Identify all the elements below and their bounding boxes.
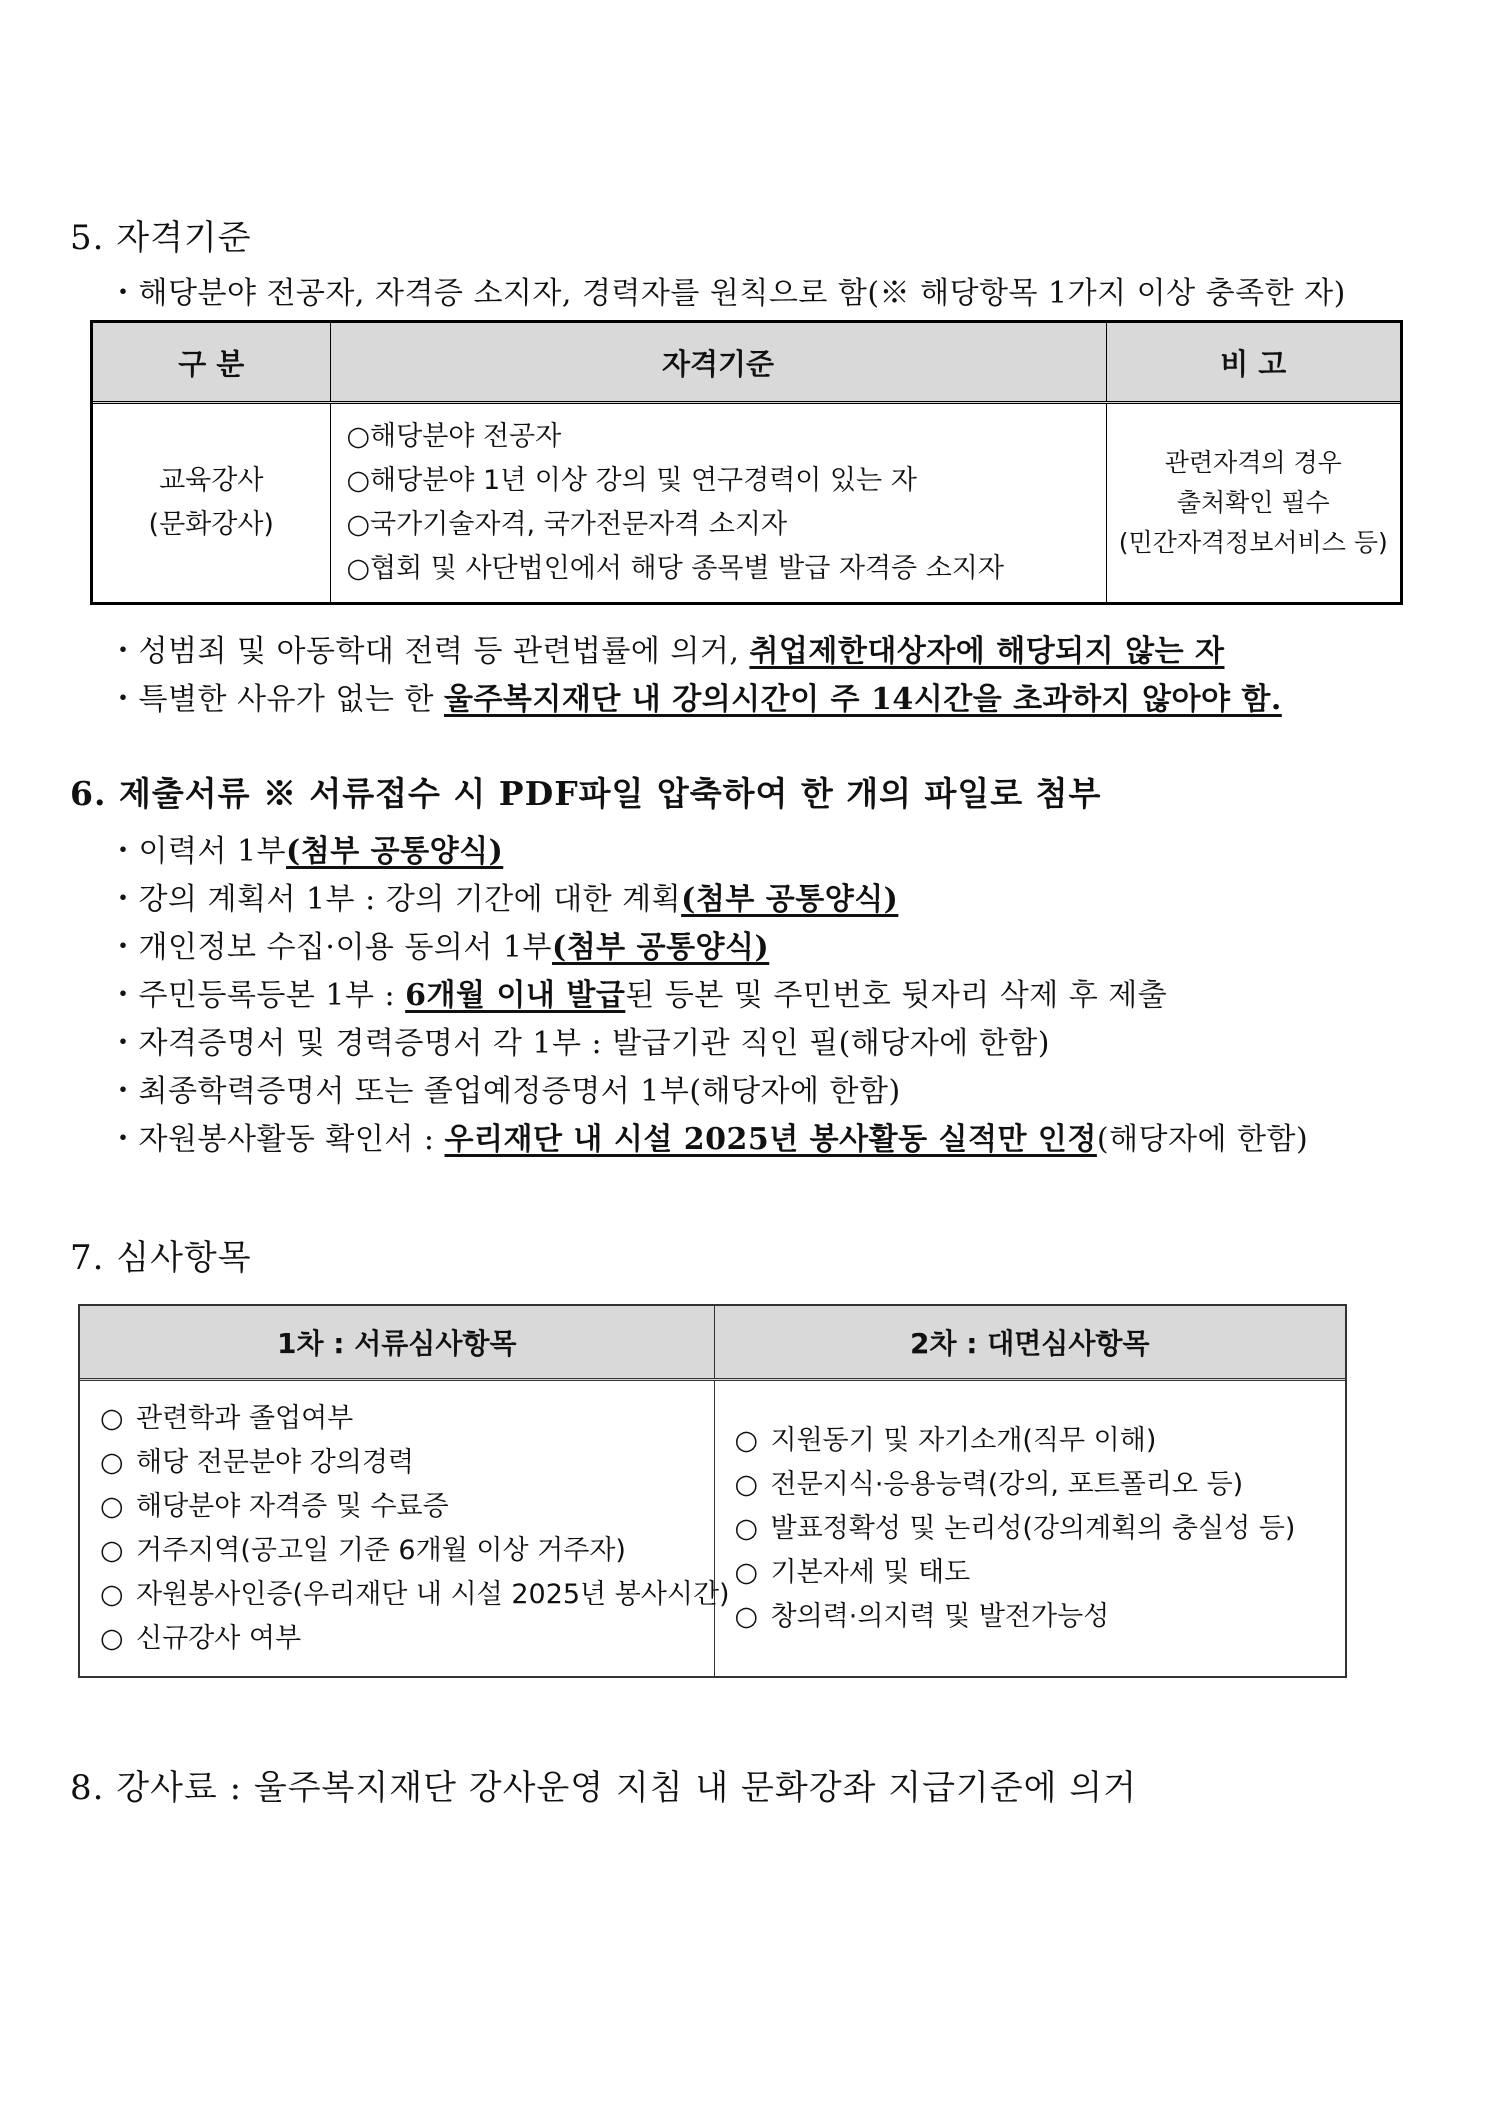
- document-item: [108, 826, 503, 870]
- document-item-suffix: (해당자에 한함): [1096, 1122, 1309, 1157]
- evaluation-item: [100, 1573, 730, 1617]
- document-item-emphasis: 6개월 이내 발급: [405, 978, 626, 1013]
- qualification-note-cell: [1106, 403, 1400, 603]
- evaluation-item: [100, 1529, 713, 1573]
- category-line: 교육강사: [159, 465, 264, 496]
- circle-marker: ○: [734, 1600, 759, 1632]
- qualification-table: [90, 320, 1403, 605]
- criteria-item: ○협회 및 사단법인에서 해당 종목별 발급 자격증 소지자: [346, 553, 1004, 584]
- criteria-item: ○해당분야 1년 이상 강의 및 연구경력이 있는 자: [346, 465, 917, 496]
- document-item: [108, 922, 769, 966]
- document-item-emphasis: (첨부 공통양식): [286, 834, 504, 869]
- bullet-text: ・성범죄 및 아동학대 전력 등 관련법률에 의거,: [108, 634, 750, 669]
- evaluation-table: [78, 1304, 1347, 1678]
- document-item-emphasis: (첨부 공통양식): [552, 930, 770, 965]
- evaluation-item: [735, 1463, 1345, 1507]
- qualification-header-note: 비 고: [1106, 323, 1400, 403]
- bullet-emphasis: 취업제한대상자에 해당되지 않는 자: [749, 634, 1225, 669]
- circle-marker: ○: [100, 1578, 124, 1610]
- qualification-criteria-cell: [330, 403, 1106, 603]
- document-item: [108, 1018, 1050, 1062]
- section-5-bullet-criminal: [108, 626, 1224, 670]
- evaluation-item-text: 거주지역(공고일 기준 6개월 이상 거주자): [136, 1534, 626, 1566]
- document-item-text: ・강의 계획서 1부 : 강의 기간에 대한 계획: [108, 882, 682, 917]
- evaluation-item-text: 기본자세 및 태도: [770, 1556, 971, 1588]
- circle-marker: ○: [734, 1424, 759, 1456]
- criteria-item: ○해당분야 전공자: [346, 421, 562, 452]
- document-item-emphasis: 우리재단 내 시설 2025년 봉사활동 실적만 인정: [444, 1122, 1097, 1157]
- evaluation-item-text: 자원봉사인증(우리재단 내 시설 2025년 봉사시간): [136, 1578, 730, 1610]
- note-line: (민간자격정보서비스 등): [1118, 528, 1388, 557]
- evaluation-header-interview: 2차 : 대면심사항목: [714, 1306, 1345, 1380]
- circle-marker: ○: [100, 1446, 124, 1478]
- section-5-intro: ・해당분야 전공자, 자격증 소지자, 경력자를 원칙으로 함(※ 해당항목 1가지 이상 충족한 자): [108, 276, 1346, 311]
- section-5-heading: 5. 자격기준: [70, 218, 252, 258]
- evaluation-item: [100, 1397, 713, 1441]
- circle-marker: ○: [734, 1556, 759, 1588]
- document-item: [108, 1066, 901, 1110]
- evaluation-item-text: 해당분야 자격증 및 수료증: [136, 1490, 449, 1522]
- evaluation-item: [100, 1485, 713, 1529]
- section-7-heading: 7. 심사항목: [70, 1238, 252, 1278]
- circle-marker: ○: [100, 1402, 124, 1434]
- document-item-text: ・주민등록등본 1부 :: [108, 978, 406, 1013]
- bullet-text: ・특별한 사유가 없는 한: [108, 682, 444, 717]
- evaluation-item: [100, 1441, 713, 1485]
- document-item-text: ・개인정보 수집·이용 동의서 1부: [108, 930, 552, 965]
- document-item-emphasis: (첨부 공통양식): [681, 882, 899, 917]
- note-line: 출처확인 필수: [1176, 488, 1330, 517]
- document-item: [108, 970, 1167, 1014]
- evaluation-item-text: 신규강사 여부: [136, 1622, 302, 1654]
- evaluation-item: [735, 1551, 1345, 1595]
- bullet-emphasis: 울주복지재단 내 강의시간이 주 14시간을 초과하지 않아야 함.: [443, 682, 1282, 717]
- circle-marker: ○: [734, 1512, 759, 1544]
- evaluation-item-text: 지원동기 및 자기소개(직무 이해): [770, 1424, 1157, 1456]
- document-item: [108, 1114, 1308, 1158]
- circle-marker: ○: [734, 1468, 759, 1500]
- document-item-suffix: 된 등본 및 주민번호 뒷자리 삭제 후 제출: [625, 978, 1168, 1013]
- document-item-text: ・자격증명서 및 경력증명서 각 1부 : 발급기관 직인 필(해당자에 한함): [108, 1026, 1050, 1061]
- section-5-bullet-hours: [108, 674, 1282, 718]
- evaluation-item-text: 전문지식·응용능력(강의, 포트폴리오 등): [770, 1468, 1244, 1500]
- qualification-header-criteria: 자격기준: [330, 323, 1106, 403]
- criteria-item: ○국가기술자격, 국가전문자격 소지자: [346, 509, 788, 540]
- evaluation-item: [735, 1419, 1345, 1463]
- section-8-heading: 8. 강사료 : 울주복지재단 강사운영 지침 내 문화강좌 지급기준에 의거: [70, 1768, 1137, 1808]
- qualification-header-category: 구 분: [93, 323, 330, 403]
- document-item: [108, 874, 898, 918]
- evaluation-item: [735, 1595, 1345, 1639]
- qualification-category-cell: [93, 403, 330, 603]
- document-item-text: ・자원봉사활동 확인서 :: [108, 1122, 445, 1157]
- document-item-text: ・최종학력증명서 또는 졸업예정증명서 1부(해당자에 한함): [108, 1074, 901, 1109]
- document-item-text: ・이력서 1부: [108, 834, 287, 869]
- circle-marker: ○: [100, 1534, 124, 1566]
- category-line: (문화강사): [148, 509, 274, 540]
- evaluation-item-text: 관련학과 졸업여부: [136, 1402, 354, 1434]
- evaluation-item-text: 해당 전문분야 강의경력: [136, 1446, 414, 1478]
- circle-marker: ○: [100, 1622, 124, 1654]
- evaluation-item-text: 창의력·의지력 및 발전가능성: [770, 1600, 1110, 1632]
- note-line: 관련자격의 경우: [1164, 448, 1342, 477]
- evaluation-document-cell: [80, 1380, 730, 1677]
- evaluation-item: [100, 1617, 713, 1661]
- evaluation-header-document: 1차 : 서류심사항목: [80, 1306, 714, 1380]
- evaluation-item-text: 발표정확성 및 논리성(강의계획의 충실성 등): [770, 1512, 1296, 1544]
- circle-marker: ○: [100, 1490, 124, 1522]
- evaluation-interview-cell: [714, 1380, 1345, 1677]
- evaluation-item: [735, 1507, 1345, 1551]
- section-6-heading: 6. 제출서류 ※ 서류접수 시 PDF파일 압축하여 한 개의 파일로 첨부: [70, 774, 1102, 813]
